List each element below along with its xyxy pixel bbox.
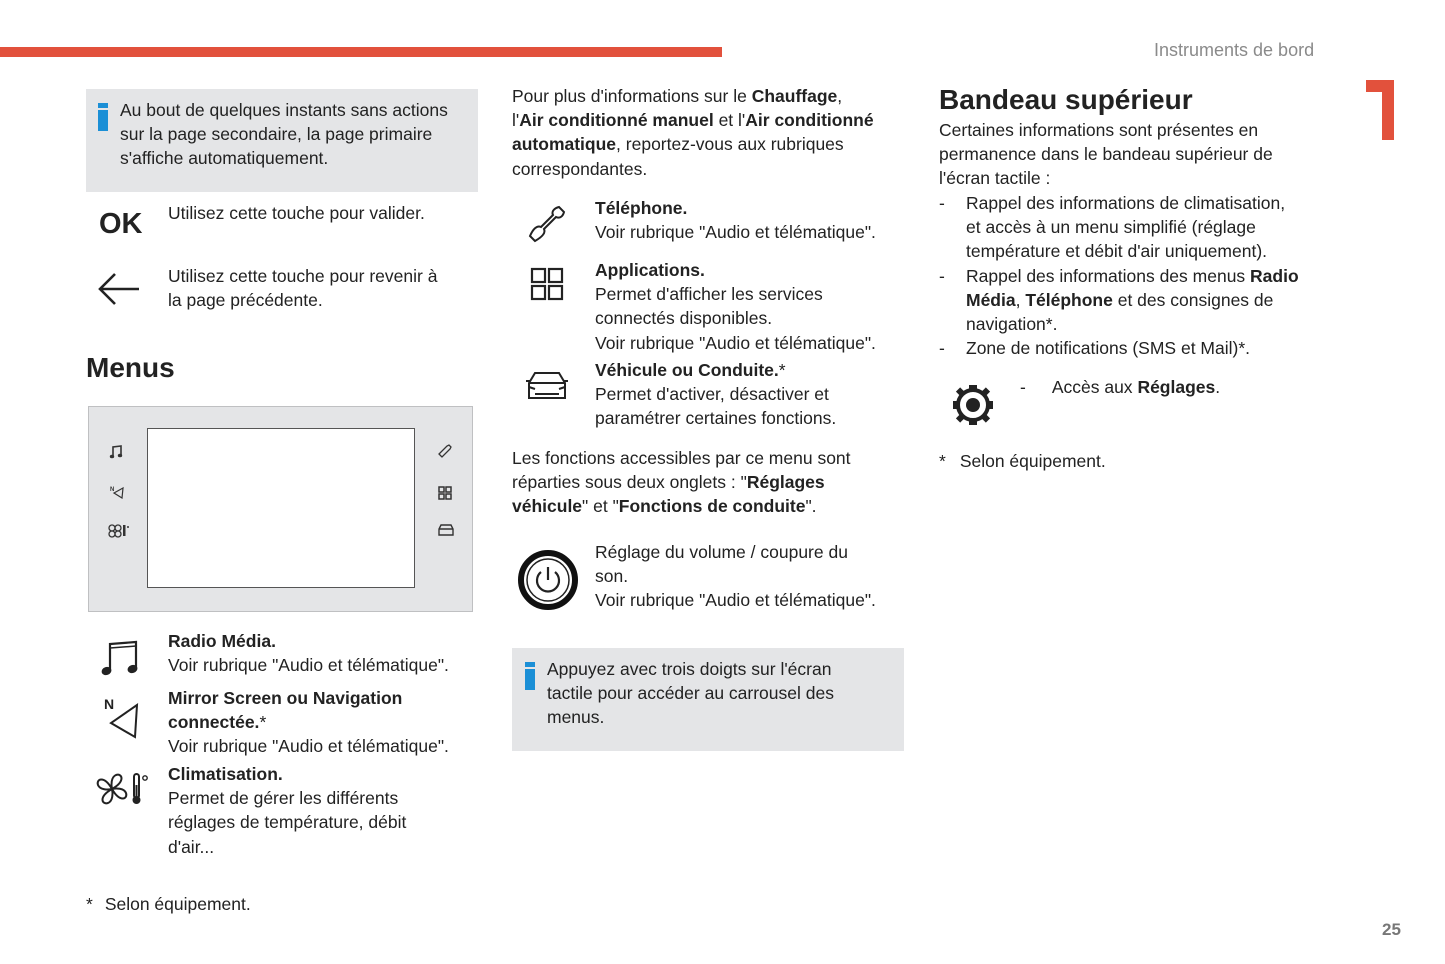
info-line: tactile pour accéder au carrousel des xyxy=(547,683,834,704)
info-box-carousel xyxy=(512,648,904,751)
volume-desc: Réglage du volume / coupure du xyxy=(595,542,848,562)
menu-desc: paramétrer certaines fonctions. xyxy=(595,408,837,429)
intro-paragraph: Pour plus d'informations sur le Chauffage, l'Air conditionné manuel et l'Air conditionné automatique, reportez-vous aux rubriques correspondantes. xyxy=(512,86,874,179)
settings-access: - Accès aux Réglages. xyxy=(1020,377,1221,397)
menus-heading: Menus xyxy=(86,352,175,383)
phone-icon xyxy=(436,442,454,460)
section-title: Instruments de bord xyxy=(1154,40,1315,60)
car-icon xyxy=(524,368,570,402)
navigation-icon xyxy=(100,694,142,740)
svg-text:N: N xyxy=(110,487,115,493)
menu-title-telephone: Téléphone. xyxy=(595,198,688,218)
chapter-number xyxy=(1366,80,1396,140)
asterisk: * xyxy=(778,360,786,380)
back-key-line: Utilisez cette touche pour revenir à xyxy=(168,266,438,286)
menu-desc: Permet d'afficher les services xyxy=(595,284,823,305)
info-line: Au bout de quelques instants sans actions xyxy=(120,100,448,120)
power-knob-icon xyxy=(516,548,580,612)
apps-grid-icon xyxy=(528,265,566,303)
bullet-list xyxy=(939,191,1339,360)
music-note-icon xyxy=(98,636,142,680)
menu-title-climatisation: Climatisation. xyxy=(168,764,283,784)
menu-desc: Permet d'activer, désactiver et xyxy=(595,384,829,405)
info-line: s'affiche automatiquement. xyxy=(120,148,329,169)
menu-title-vehicule: Véhicule ou Conduite. xyxy=(595,360,779,380)
menu-desc: Voir rubrique "Audio et télématique". xyxy=(168,655,449,676)
menu-title-radio-media: Radio Média. xyxy=(168,631,276,651)
touchscreen-display xyxy=(147,428,415,588)
climate-icon xyxy=(107,522,131,540)
footnote-mark: * xyxy=(939,451,946,471)
apps-grid-icon xyxy=(436,484,454,502)
intro-line: permanence dans le bandeau supérieur de xyxy=(939,144,1273,165)
footnote-text: Selon équipement. xyxy=(959,451,1106,471)
volume-desc: Voir rubrique "Audio et télématique". xyxy=(595,590,876,611)
asterisk: * xyxy=(259,712,267,733)
volume-desc: son. xyxy=(595,566,629,587)
header-accent-bar xyxy=(0,47,722,57)
menu-title-applications: Applications. xyxy=(595,260,705,280)
intro-line: l'écran tactile : xyxy=(939,168,1051,189)
menu-desc: connectés disponibles. xyxy=(595,308,773,329)
bullet-item: - Rappel des informations de climatisation, et accès à un menu simplifié (réglage température et débit d'air uniquement). xyxy=(939,193,1286,262)
info-icon xyxy=(525,662,535,690)
info-line: Appuyez avec trois doigts sur l'écran xyxy=(547,659,832,679)
car-icon xyxy=(436,521,456,539)
menu-desc: Permet de gérer les différents xyxy=(168,788,399,809)
svg-text:N: N xyxy=(104,696,115,712)
menu-desc: réglages de température, débit xyxy=(168,812,407,833)
back-key-line: la page précédente. xyxy=(168,290,323,311)
ok-key-description: Utilisez cette touche pour valider. xyxy=(168,203,425,223)
climate-icon xyxy=(94,770,150,808)
bullet-item: - Zone de notifications (SMS et Mail)*. xyxy=(939,338,1251,359)
arrow-left-icon xyxy=(96,270,142,308)
menu-desc: Voir rubrique "Audio et télématique". xyxy=(595,332,876,353)
bandeau-heading: Bandeau supérieur xyxy=(939,84,1193,115)
ok-key-label: OK xyxy=(99,208,143,240)
info-icon xyxy=(98,103,108,131)
intro-line: Certaines informations sont présentes en xyxy=(939,120,1259,140)
page-number: 25 xyxy=(1382,920,1401,939)
menu-desc: d'air... xyxy=(168,836,215,857)
footnote-text: Selon équipement. xyxy=(104,894,251,914)
menu-desc: Voir rubrique "Audio et télématique". xyxy=(168,736,449,757)
menu-title-navigation-cont: connectée. xyxy=(168,712,260,733)
phone-icon xyxy=(526,204,568,246)
footnote-mark: * xyxy=(86,894,93,914)
music-note-icon xyxy=(106,443,126,461)
info-line: sur la page secondaire, la page primaire xyxy=(120,124,433,145)
bullet-item: - Rappel des informations des menus Radio Média, Téléphone et des consignes de navigation*. xyxy=(939,265,1299,335)
info-line: menus. xyxy=(547,707,605,728)
menu-desc: Voir rubrique "Audio et télématique". xyxy=(595,222,876,243)
navigation-icon xyxy=(108,483,126,501)
gear-icon xyxy=(950,382,996,428)
tabs-paragraph: Les fonctions accessibles par ce menu sont réparties sous deux onglets : "Réglages véhicule" et "Fonctions de conduite". xyxy=(512,448,851,517)
menu-title-navigation: Mirror Screen ou Navigation xyxy=(168,688,403,708)
info-box-auto-return xyxy=(86,89,478,192)
